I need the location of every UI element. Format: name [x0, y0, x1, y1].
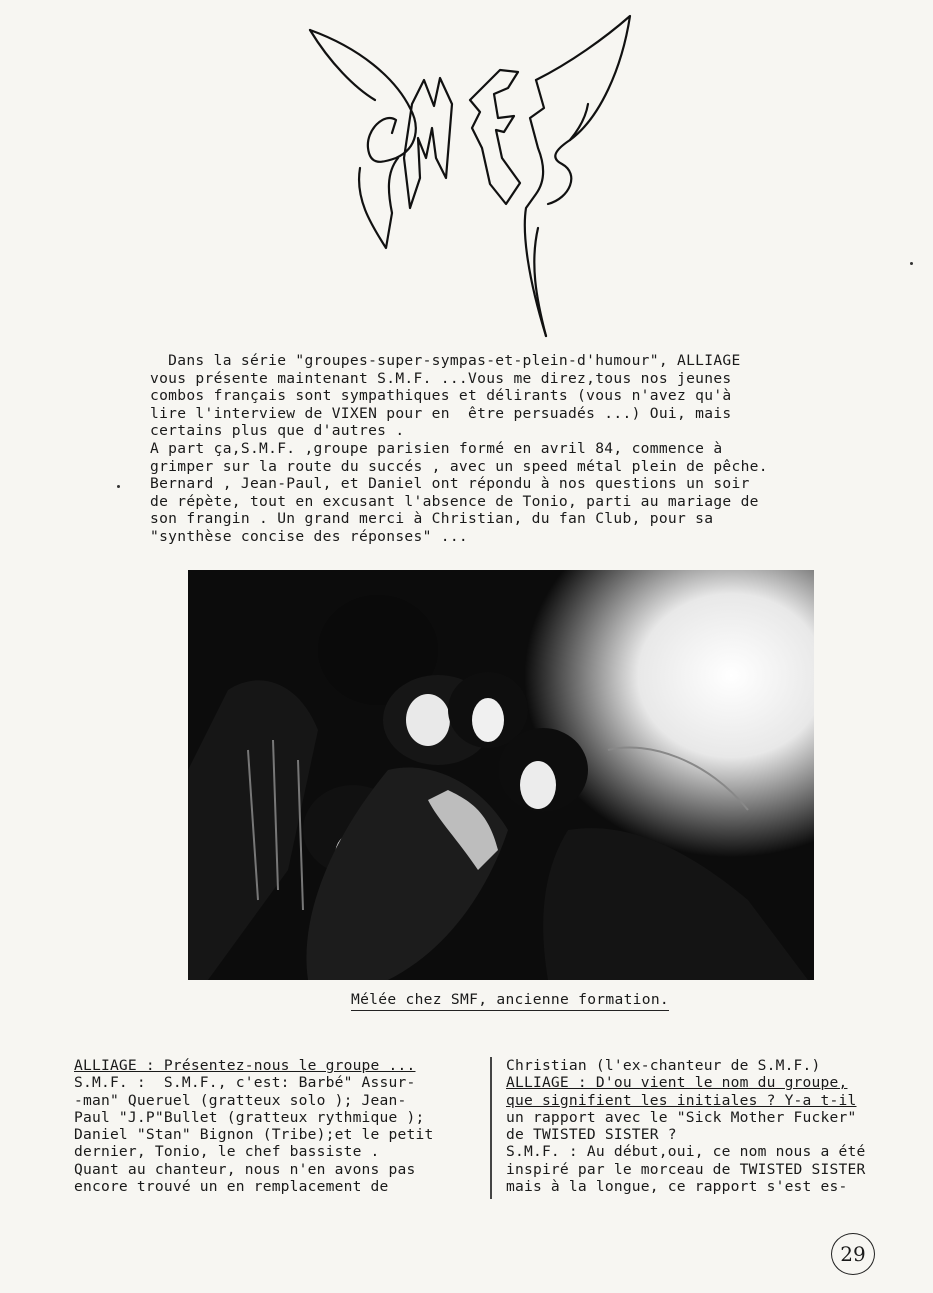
intro-line: de répète, tout en excusant l'absence de Tonio, parti au mariage de — [150, 492, 759, 510]
column-divider — [490, 1057, 492, 1199]
intro-paragraph — [150, 352, 850, 546]
page-number-text: 29 — [840, 1242, 866, 1266]
intro-line: "synthèse concise des réponses" ... — [150, 527, 469, 545]
interview-line: mais à la longue, ce rapport s'est es- — [506, 1178, 848, 1196]
interview-line: encore trouvé un en remplacement de — [74, 1178, 389, 1196]
smf-band-logo — [300, 8, 640, 338]
photo-caption-text: Mélée chez SMF, ancienne formation. — [351, 991, 669, 1011]
interview-line: un rapport avec le "Sick Mother Fucker" — [506, 1108, 857, 1126]
interview-line: Christian (l'ex-chanteur de S.M.F.) — [506, 1057, 821, 1074]
photocopy-speck — [117, 485, 120, 488]
intro-line: combos français sont sympathiques et délirants (vous n'avez qu'à — [150, 387, 732, 405]
interview-line: Quant au chanteur, nous n'en avons pas — [74, 1160, 416, 1178]
interview-line: ALLIAGE : D'ou vient le nom du groupe, — [506, 1074, 848, 1092]
intro-line: A part ça,S.M.F. ,groupe parisien formé en avril 84, commence à — [150, 439, 723, 457]
intro-line: grimper sur la route du succés , avec un speed métal plein de pêche. — [150, 457, 768, 475]
interview-line: S.M.F. : S.M.F., c'est: Barbé" Assur- — [74, 1074, 416, 1092]
interview-line: dernier, Tonio, le chef bassiste . — [74, 1143, 380, 1161]
interview-line: S.M.F. : Au début,oui, ce nom nous a été — [506, 1143, 866, 1161]
intro-line: son frangin . Un grand merci à Christian, du fan Club, pour sa — [150, 510, 714, 528]
band-photo-image — [188, 570, 814, 980]
intro-line: certains plus que d'autres . — [150, 422, 405, 440]
photo-caption — [300, 991, 720, 1008]
interview-line: de TWISTED SISTER ? — [506, 1126, 677, 1144]
interview-line: Daniel "Stan" Bignon (Tribe);et le petit — [74, 1126, 434, 1144]
intro-line: vous présente maintenant S.M.F. ...Vous me direz,tous nos jeunes — [150, 369, 732, 387]
interview-line: Paul "J.P"Bullet (gratteux rythmique ); — [74, 1108, 425, 1126]
photocopy-speck — [910, 262, 913, 265]
page-number — [831, 1233, 875, 1275]
interview-line: inspiré par le morceau de TWISTED SISTER — [506, 1160, 866, 1178]
interview-column-left — [74, 1057, 482, 1195]
intro-line: Dans la série "groupes-super-sympas-et-plein-d'humour", ALLIAGE — [150, 352, 741, 369]
interview-line: ALLIAGE : Présentez-nous le groupe ... — [74, 1057, 416, 1074]
interview-line: que signifient les initiales ? Y-a t-il — [506, 1091, 857, 1109]
intro-line: Bernard , Jean-Paul, et Daniel ont répondu à nos questions un soir — [150, 475, 750, 493]
interview-line: -man" Queruel (gratteux solo ); Jean- — [74, 1091, 407, 1109]
intro-line: lire l'interview de VIXEN pour en être persuadés ...) Oui, mais — [150, 404, 732, 422]
band-photo — [188, 570, 814, 980]
interview-column-right — [506, 1057, 906, 1195]
